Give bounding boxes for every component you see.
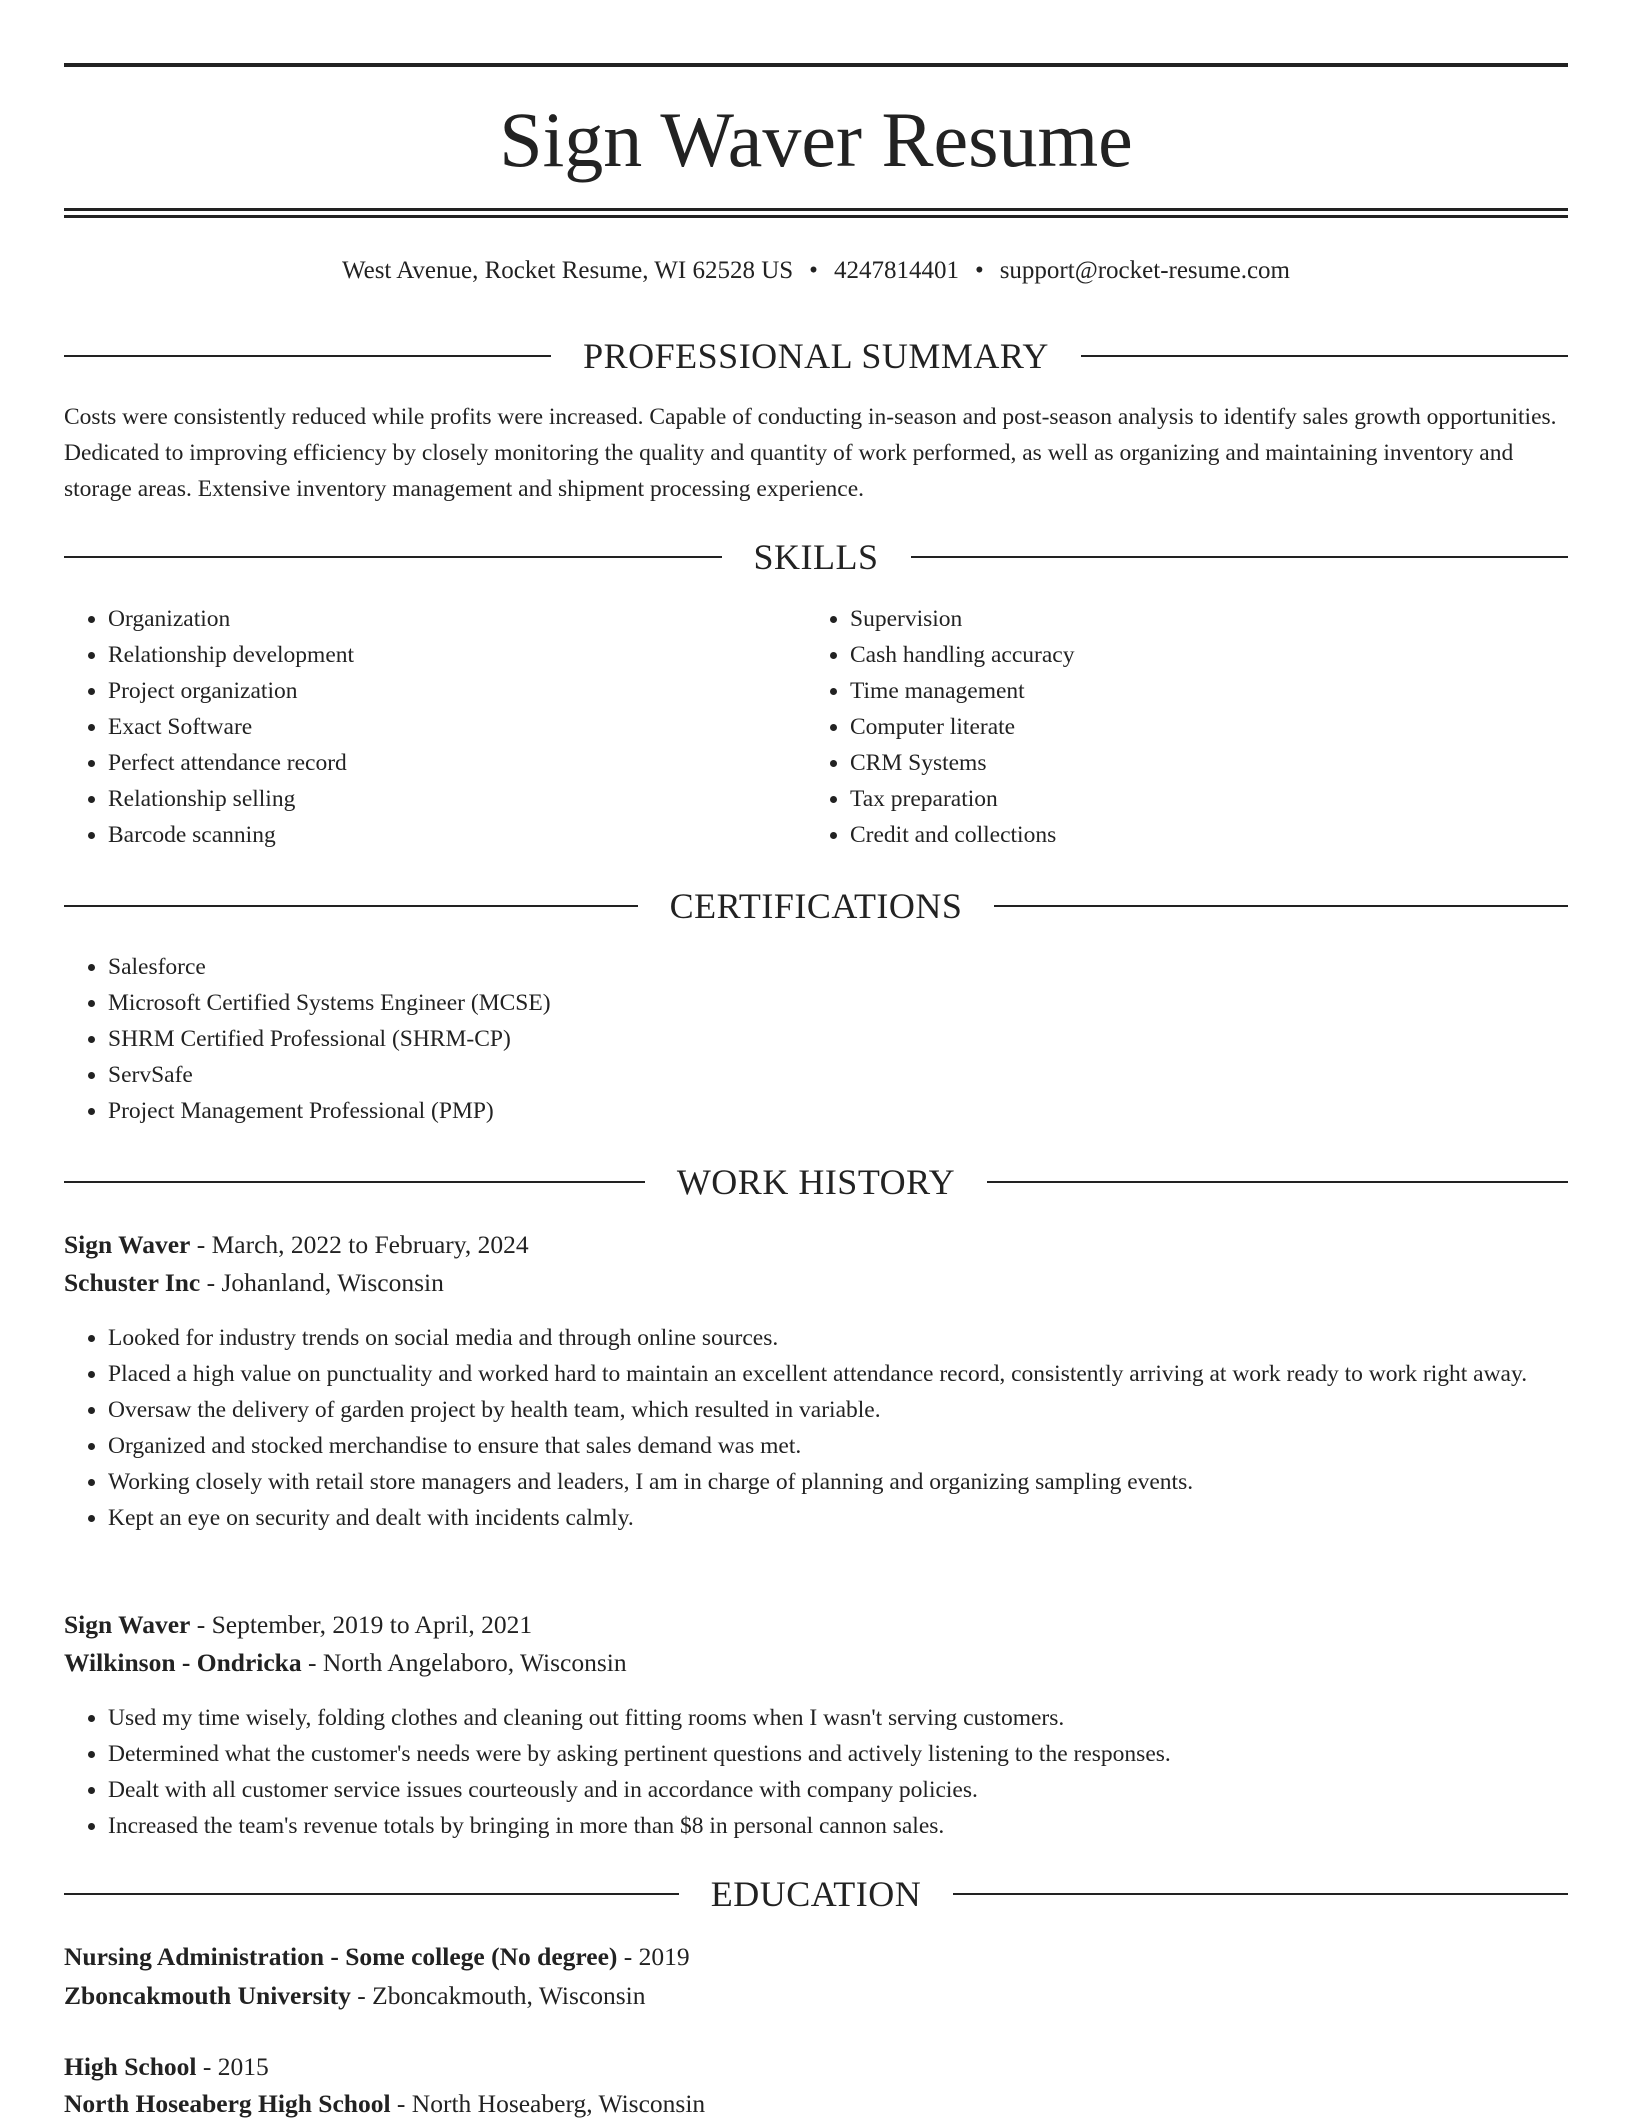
list-item: • Project Management Professional (PMP) xyxy=(108,1093,1568,1129)
contact-line xyxy=(64,255,1568,287)
section-rule xyxy=(953,1893,1568,1895)
list-item: • Salesforce xyxy=(108,949,1568,985)
list-item: • Time management xyxy=(850,673,1550,709)
education-degree: High School xyxy=(64,2052,197,2081)
job-company: Schuster Inc xyxy=(64,1268,201,1297)
education-location: - Zboncakmouth, Wisconsin xyxy=(350,1981,646,2010)
section-rule xyxy=(1081,355,1568,357)
title-rule-upper xyxy=(64,208,1568,211)
section-title: SKILLS xyxy=(753,537,879,577)
education-location: - North Hoseaberg, Wisconsin xyxy=(390,2089,706,2118)
list-item: • Organized and stocked merchandise to ensure that sales demand was met. xyxy=(108,1428,1568,1464)
education-year: - 2015 xyxy=(196,2052,269,2081)
list-item: • Dealt with all customer service issues courteously and in accordance with company policies. xyxy=(108,1772,1568,1808)
list-item: • SHRM Certified Professional (SHRM-CP) xyxy=(108,1021,1568,1057)
section-title: PROFESSIONAL SUMMARY xyxy=(583,336,1049,376)
list-item: • Determined what the customer's needs were by asking pertinent questions and actively listening to the responses. xyxy=(108,1736,1568,1772)
section-header-summary xyxy=(64,334,1568,378)
list-item: • Used my time wisely, folding clothes and cleaning out fitting rooms when I wasn't serving customers. xyxy=(108,1700,1568,1736)
job-dates: - September, 2019 to April, 2021 xyxy=(190,1610,533,1639)
list-item: • Looked for industry trends on social media and through online sources. xyxy=(108,1320,1568,1356)
education-degree: Nursing Administration - Some college (No degree) xyxy=(64,1942,618,1971)
list-item: • Barcode scanning xyxy=(108,817,808,853)
contact-email: support@rocket-resume.com xyxy=(999,257,1290,284)
list-item: • Relationship selling xyxy=(108,781,808,817)
list-item: • ServSafe xyxy=(108,1057,1568,1093)
job-bullets xyxy=(64,1320,1568,1536)
list-item: • Relationship development xyxy=(108,637,808,673)
job-company: Wilkinson - Ondricka xyxy=(64,1648,302,1677)
list-item: • Cash handling accuracy xyxy=(850,637,1550,673)
job-role: Sign Waver xyxy=(64,1610,191,1639)
section-header-skills xyxy=(64,535,1568,579)
contact-phone: 4247814401 xyxy=(833,257,959,284)
section-title: EDUCATION xyxy=(710,1874,922,1914)
section-rule xyxy=(64,355,551,357)
list-item: • Computer literate xyxy=(850,709,1550,745)
skills-list-left xyxy=(64,601,808,853)
list-item: • Microsoft Certified Systems Engineer (MCSE) xyxy=(108,985,1568,1021)
list-item: • Oversaw the delivery of garden project by health team, which resulted in variable. xyxy=(108,1392,1568,1428)
section-rule xyxy=(994,905,1568,907)
list-item: • Credit and collections xyxy=(850,817,1550,853)
list-item: • CRM Systems xyxy=(850,745,1550,781)
job-bullets xyxy=(64,1700,1568,1844)
list-item: • Kept an eye on security and dealt with incidents calmly. xyxy=(108,1500,1568,1536)
list-item: • Exact Software xyxy=(108,709,808,745)
title-rule-lower xyxy=(64,215,1568,218)
list-item: • Project organization xyxy=(108,673,808,709)
education-degree-line xyxy=(64,1938,1568,1976)
section-rule xyxy=(911,556,1569,558)
education-year: - 2019 xyxy=(617,1942,690,1971)
contact-address: West Avenue, Rocket Resume, WI 62528 US xyxy=(342,257,794,284)
education-school: North Hoseaberg High School xyxy=(64,2089,391,2118)
section-header-certifications xyxy=(64,884,1568,928)
job-role: Sign Waver xyxy=(64,1230,191,1259)
list-item: • Placed a high value on punctuality and worked hard to maintain an excellent attendance record, consistently arriving at work ready to work right away. xyxy=(108,1356,1568,1392)
job-title-line xyxy=(64,1226,1568,1264)
education-school: Zboncakmouth University xyxy=(64,1981,351,2010)
list-item: • Tax preparation xyxy=(850,781,1550,817)
job-dates: - March, 2022 to February, 2024 xyxy=(190,1230,529,1259)
list-item: • Working closely with retail store managers and leaders, I am in charge of planning and organizing sampling events. xyxy=(108,1464,1568,1500)
contact-separator: • xyxy=(974,257,984,284)
section-rule xyxy=(64,556,722,558)
section-rule xyxy=(64,905,638,907)
section-rule xyxy=(64,1181,645,1183)
contact-separator: • xyxy=(809,257,818,284)
section-title: WORK HISTORY xyxy=(676,1162,956,1202)
section-header-education xyxy=(64,1872,1568,1916)
certifications-list xyxy=(64,949,1568,1129)
resume-title: Sign Waver Resume xyxy=(499,96,1133,183)
summary-text: Costs were consistently reduced while profits were increased. Capable of conducting in-season and post-season analysis to identify sales growth opportunities. Dedicated to improving efficiency by closely monitoring the quality and quantity of work performed, as well as organizing and maintaining inventory and storage areas. Extensive inventory management and shipment processing experience. xyxy=(64,404,1557,502)
list-item: • Supervision xyxy=(850,601,1550,637)
top-rule xyxy=(64,63,1568,67)
job-company-line xyxy=(64,1644,1568,1682)
education-school-line xyxy=(64,2085,1568,2123)
job-title-line xyxy=(64,1606,1568,1644)
list-item: • Increased the team's revenue totals by bringing in more than $8 in personal cannon sales. xyxy=(108,1808,1568,1844)
section-title: CERTIFICATIONS xyxy=(669,886,963,926)
job-company-line xyxy=(64,1264,1568,1302)
job-location: - Johanland, Wisconsin xyxy=(200,1268,444,1297)
education-degree-line xyxy=(64,2048,1568,2086)
section-rule xyxy=(987,1181,1568,1183)
section-rule xyxy=(64,1893,679,1895)
section-header-work-history xyxy=(64,1160,1568,1204)
list-item: • Perfect attendance record xyxy=(108,745,808,781)
job-location: - North Angelaboro, Wisconsin xyxy=(301,1648,627,1677)
skills-list-right xyxy=(806,601,1550,853)
education-school-line xyxy=(64,1977,1568,2015)
list-item: • Organization xyxy=(108,601,808,637)
